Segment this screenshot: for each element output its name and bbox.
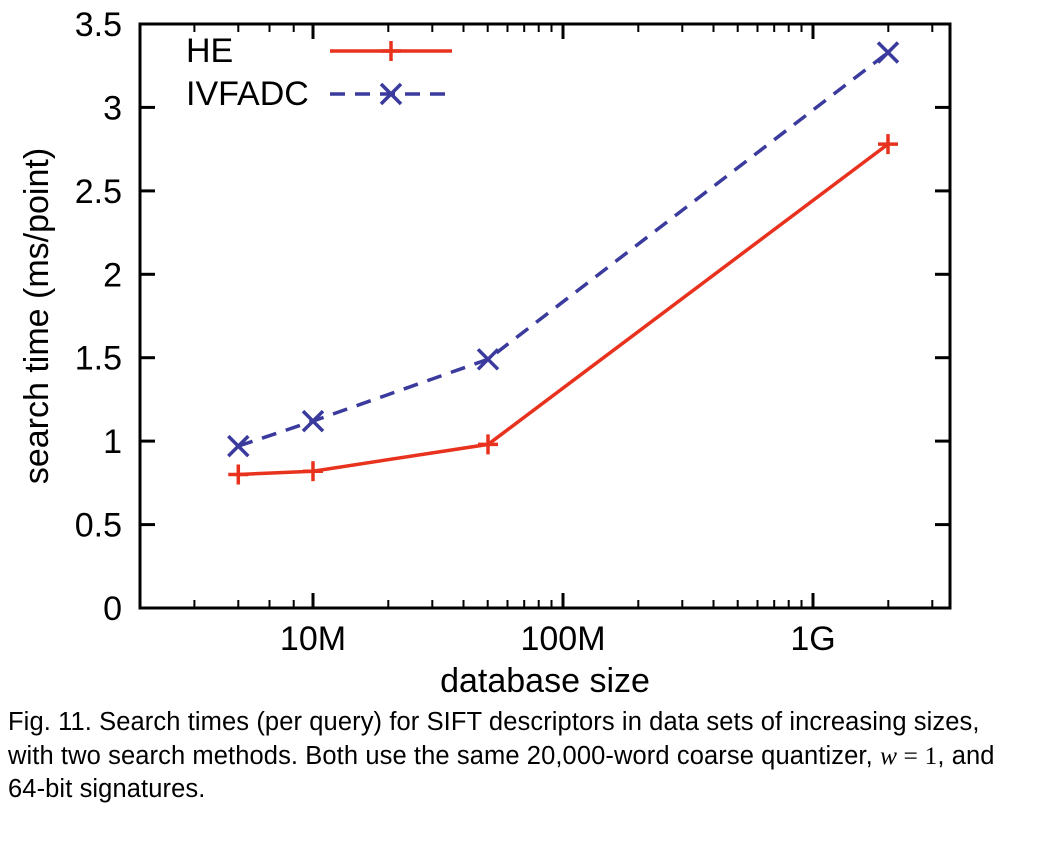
legend-label-he: HE bbox=[186, 32, 234, 70]
y-tick-label: 3 bbox=[103, 89, 122, 128]
series-ivfadc-markers bbox=[228, 43, 898, 457]
y-tick-label: 2.5 bbox=[74, 172, 122, 211]
y-tick-label: 2 bbox=[103, 256, 122, 295]
y-tick-label: 3.5 bbox=[74, 6, 122, 44]
caption-text-part1: Search times (per query) for SIFT descriptors in data sets of increasing sizes, with two search methods. Both use the same 20,000-word coarse quantizer, bbox=[8, 708, 980, 771]
x-tick-label: 100M bbox=[520, 620, 606, 658]
x-tick-label: 1G bbox=[790, 620, 836, 658]
y-tick-labels bbox=[75, 6, 122, 628]
y-axis-title: search time (ms/point) bbox=[18, 147, 56, 485]
x-tick-labels bbox=[280, 620, 836, 658]
y-tick-label: 0.5 bbox=[74, 506, 122, 545]
caption-prefix: Fig. 11. bbox=[8, 708, 92, 736]
series-he bbox=[228, 134, 898, 484]
figure-caption bbox=[8, 706, 1028, 806]
y-tick-label: 1 bbox=[103, 423, 122, 462]
caption-math-variable: w bbox=[879, 741, 898, 771]
y-tick-label: 0 bbox=[103, 590, 122, 628]
legend-label-ivfadc: IVFADC bbox=[186, 75, 309, 113]
caption-math-equation: = 1 bbox=[897, 741, 938, 771]
x-tick-marks bbox=[313, 24, 813, 608]
caption-text-part2: , and 64-bit signatures. bbox=[8, 742, 995, 804]
x-tick-label: 10M bbox=[279, 620, 347, 658]
y-tick-label: 1.5 bbox=[74, 339, 122, 378]
legend-marker-he bbox=[381, 41, 401, 61]
series-ivfadc bbox=[228, 43, 898, 457]
series-he-markers bbox=[228, 134, 898, 484]
series-he-line bbox=[238, 144, 888, 474]
x-axis-title: database size bbox=[440, 662, 650, 700]
chart-legend bbox=[186, 32, 452, 113]
